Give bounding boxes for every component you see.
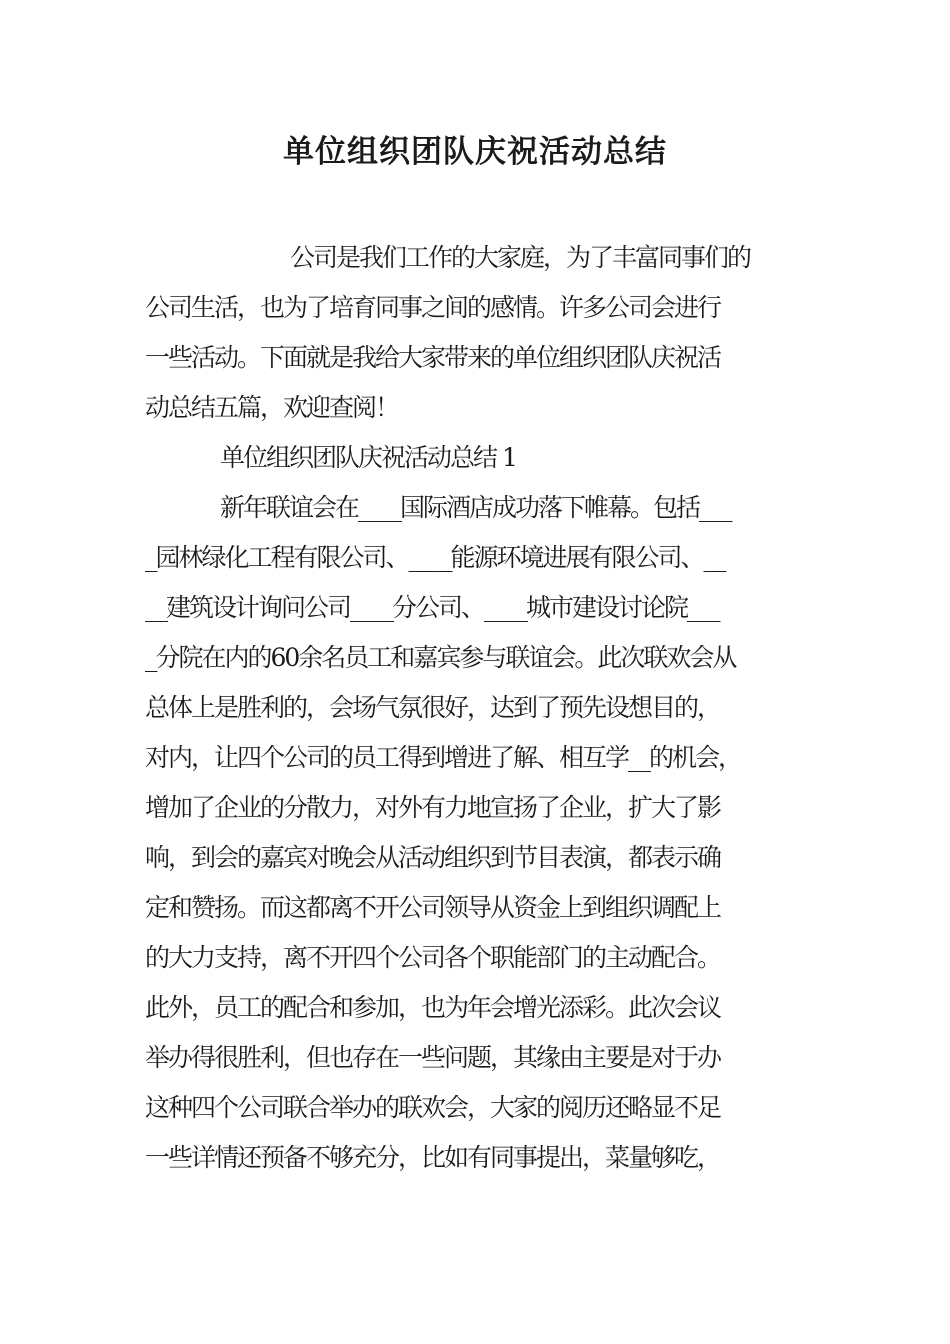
body-line-3: __建筑设计询问公司____分公司、____城市建设讨论院___	[145, 593, 719, 622]
intro-line-2: 公司生活，也为了培育同事之间的感情。许多公司会进行	[145, 293, 721, 322]
body-line-9: 定和赞扬。而这都离不开公司领导从资金上到组织调配上	[145, 893, 721, 922]
body-line-12: 举办得很胜利，但也存在一些问题，其缘由主要是对于办	[145, 1043, 721, 1072]
body-line-13: 这种四个公司联合举办的联欢会，大家的阅历还略显不足	[145, 1093, 721, 1122]
document-title: 单位组织团队庆祝活动总结	[283, 134, 667, 170]
body-line-11: 此外，员工的配合和参加，也为年会增光添彩。此次会议	[145, 993, 721, 1022]
body-line-5: 总体上是胜利的，会场气氛很好，达到了预先设想目的，	[145, 693, 721, 722]
section-heading: 单位组织团队庆祝活动总结 1	[220, 443, 516, 472]
body-line-10: 的大力支持，离不开四个公司各个职能部门的主动配合。	[145, 943, 721, 972]
body-line-7: 增加了企业的分散力，对外有力地宣扬了企业，扩大了影	[145, 793, 721, 822]
body-line-8: 响，到会的嘉宾对晚会从活动组织到节目表演，都表示确	[145, 843, 721, 872]
body-line-4: _分院在内的60余名员工和嘉宾参与联谊会。此次联欢会从	[145, 643, 736, 672]
body-line-6: 对内，让四个公司的员工得到增进了解、相互学__的机会，	[145, 743, 742, 772]
intro-line-1: 公司是我们工作的大家庭，为了丰富同事们的	[290, 243, 751, 272]
intro-line-3: 一些活动。下面就是我给大家带来的单位组织团队庆祝活	[145, 343, 721, 372]
intro-line-4: 动总结五篇，欢迎查阅！	[145, 393, 399, 422]
body-line-2: _园林绿化工程有限公司、____能源环境进展有限公司、__	[145, 543, 725, 572]
body-line-1: 新年联谊会在____国际酒店成功落下帷幕。包括___	[220, 493, 731, 522]
body-line-14: 一些详情还预备不够充分，比如有同事提出，菜量够吃，	[145, 1143, 721, 1172]
